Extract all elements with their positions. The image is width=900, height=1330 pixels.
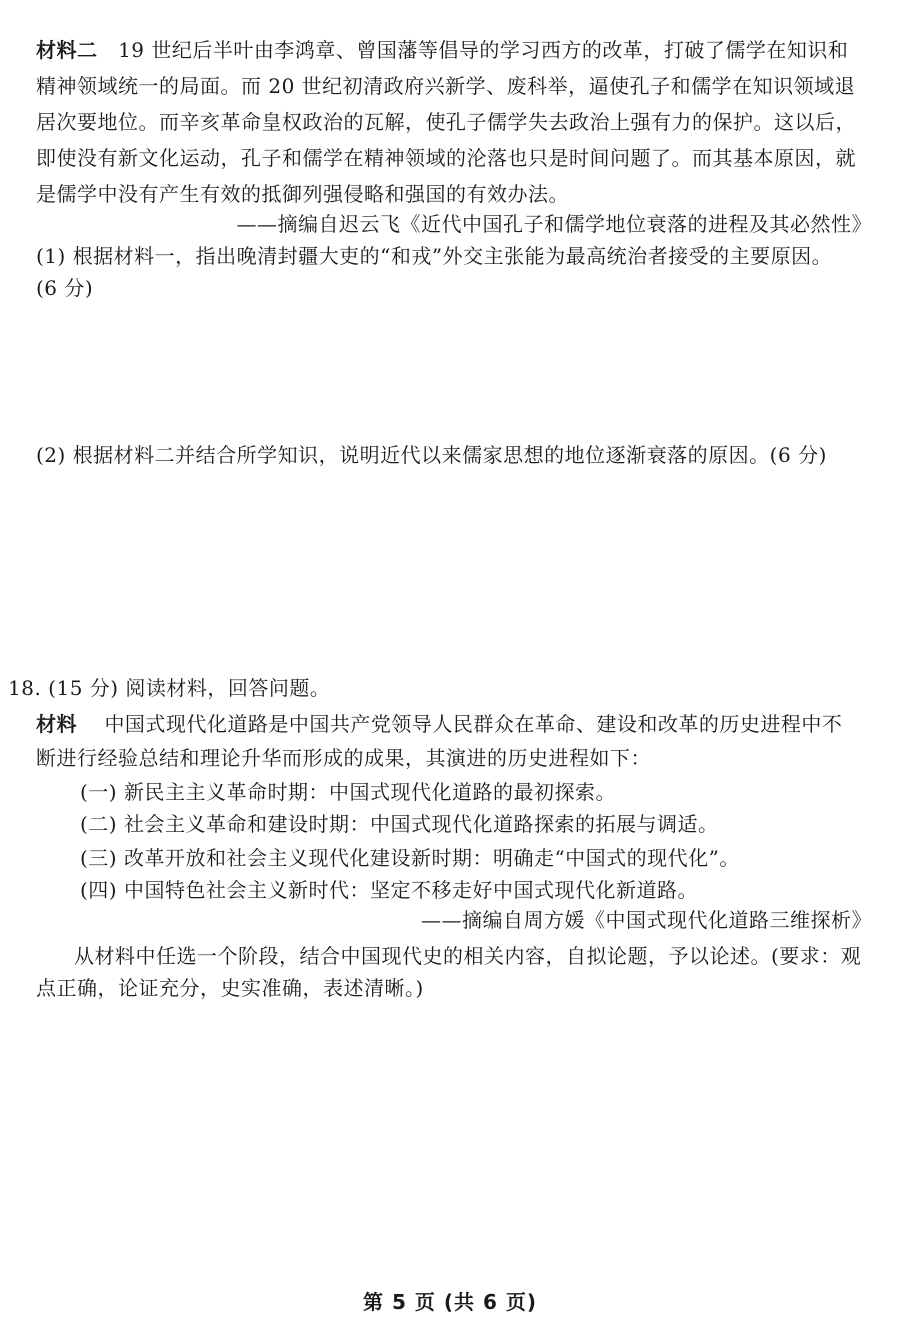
question-1-line-1: (1) 根据材料一，指出晚清封疆大吏的“和戎”外交主张能为最高统治者接受的主要原因。: [36, 244, 833, 268]
question-2: (2) 根据材料二并结合所学知识，说明近代以来儒家思想的地位逐渐衰落的原因。(6 分): [36, 443, 827, 467]
q18-material-text-1: 中国式现代化道路是中国共产党领导人民群众在革命、建设和改革的历史进程中不: [104, 712, 843, 736]
q18-task-line-1: 从材料中任选一个阶段，结合中国现代史的相关内容，自拟论题，予以论述。(要求：观: [74, 944, 862, 968]
page-number: 第 5 页 (共 6 页): [363, 1290, 537, 1314]
q18-material-label: 材料: [36, 712, 77, 736]
material2-source: ——摘编自迟云飞《近代中国孔子和儒学地位衰落的进程及其必然性》: [236, 212, 872, 236]
question-1-line-2: (6 分): [36, 276, 94, 300]
material2-line-4: 即使没有新文化运动，孔子和儒学在精神领域的沦落也只是时间问题了。而其基本原因，就: [36, 146, 856, 170]
material2-text-1: 19 世纪后半叶由李鸿章、曾国藩等倡导的学习西方的改革，打破了儒学在知识和: [118, 38, 849, 62]
q18-stage-2: (二) 社会主义革命和建设时期：中国式现代化道路探索的拓展与调适。: [80, 812, 719, 836]
material2-line-3: 居次要地位。而辛亥革命皇权政治的瓦解，使孔子儒学失去政治上强有力的保护。这以后，: [36, 110, 856, 134]
q18-material-line-1: [36, 712, 842, 736]
q18-stage-4: (四) 中国特色社会主义新时代：坚定不移走好中国式现代化新道路。: [80, 878, 698, 902]
q18-stage-1: (一) 新民主主义革命时期：中国式现代化道路的最初探索。: [80, 780, 616, 804]
q18-stage-3: (三) 改革开放和社会主义现代化建设新时期：明确走“中国式的现代化”。: [80, 846, 740, 870]
q18-source: ——摘编自周方媛《中国式现代化道路三维探析》: [421, 908, 872, 932]
question-18-header: 18. (15 分) 阅读材料，回答问题。: [8, 676, 331, 700]
material2-line-2: 精神领域统一的局面。而 20 世纪初清政府兴新学、废科举，逼使孔子和儒学在知识领域退: [36, 74, 856, 98]
q18-task-line-2: 点正确，论证充分，史实准确，表述清晰。): [36, 976, 424, 1000]
material2-label: 材料二: [36, 38, 98, 62]
material2-line-5: 是儒学中没有产生有效的抵御列强侵略和强国的有效办法。: [36, 182, 569, 206]
material2-line-1: [36, 38, 848, 62]
q18-material-line-2: 断进行经验总结和理论升华而形成的成果，其演进的历史进程如下：: [36, 746, 651, 770]
